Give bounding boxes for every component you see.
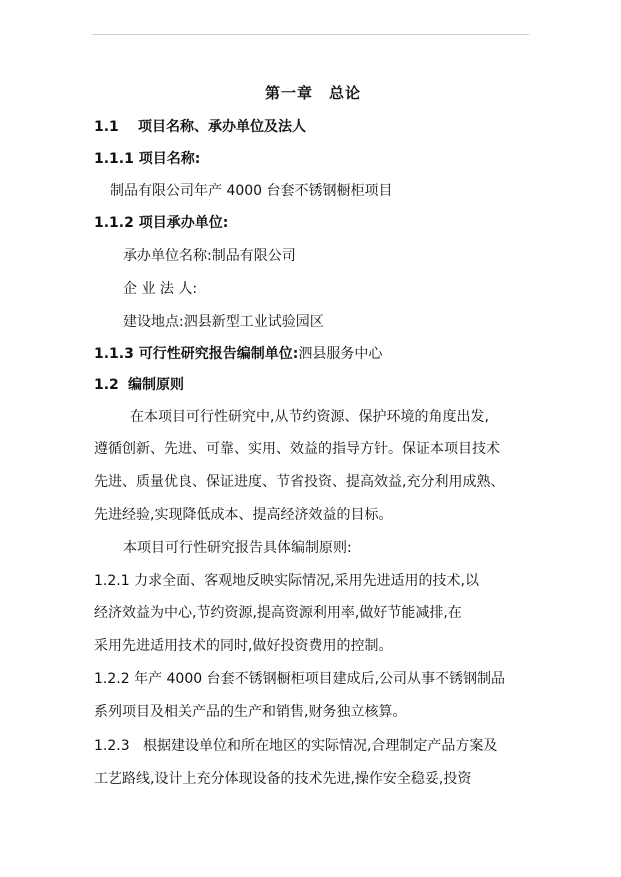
para1-line-1: 在本项目可行性研究中,从节约资源、保护环境的角度出发, [130,409,489,425]
project-name-text: 制品有限公司年产 4000 台套不锈钢橱柜项目 [110,183,393,199]
p123-line-2: 工艺路线,设计上充分体现设备的技术先进,操作安全稳妥,投资 [94,771,472,787]
section-1-1-heading: 1.1 项目名称、承办单位及法人 [94,119,306,135]
p122-line-2: 系列项目及相关产品的生产和销售,财务独立核算。 [94,704,407,720]
section-1-1-3-value: 泗县服务中心 [298,346,383,362]
site-line: 建设地点:泗县新型工业试验园区 [123,314,324,330]
p122-line-1: 1.2.2 年产 4000 台套不锈钢橱柜项目建成后,公司从事不锈钢制品 [94,671,506,687]
para1-line-3: 先进、质量优良、保证进度、节省投资、提高效益,充分利用成熟、 [94,474,505,490]
unit-name-line: 承办单位名称:制品有限公司 [123,248,296,264]
legal-person-line: 企 业 法 人: [123,281,198,297]
para1-line-4: 先进经验,实现降低成本、提高经济效益的目标。 [94,507,393,523]
chapter-title [265,84,361,102]
para2-line: 本项目可行性研究报告具体编制原则: [123,540,352,556]
p121-line-2: 经济效益为中心,节约资源,提高资源利用率,做好节能减排,在 [94,605,462,621]
section-1-2-heading: 1.2 编制原则 [94,377,184,393]
section-1-1-3-line [94,345,382,363]
chapter-number: 第一章 [265,84,314,102]
section-1-1-2-heading: 1.1.2 项目承办单位: [94,215,229,231]
section-1-1-3-heading: 1.1.3 可行性研究报告编制单位: [94,346,299,362]
p123-line-1: 1.2.3 根据建设单位和所在地区的实际情况,合理制定产品方案及 [94,738,498,754]
section-1-1-1-heading: 1.1.1 项目名称: [94,151,201,167]
chapter-name: 总论 [329,84,362,102]
p121-line-3: 采用先进适用技术的同时,做好投资费用的控制。 [94,638,393,654]
p121-line-1: 1.2.1 力求全面、客观地反映实际情况,采用先进适用的技术,以 [94,573,479,589]
header-rule [92,34,529,35]
para1-line-2: 遵循创新、先进、可靠、实用、效益的指导方针。保证本项目技术 [94,441,500,457]
